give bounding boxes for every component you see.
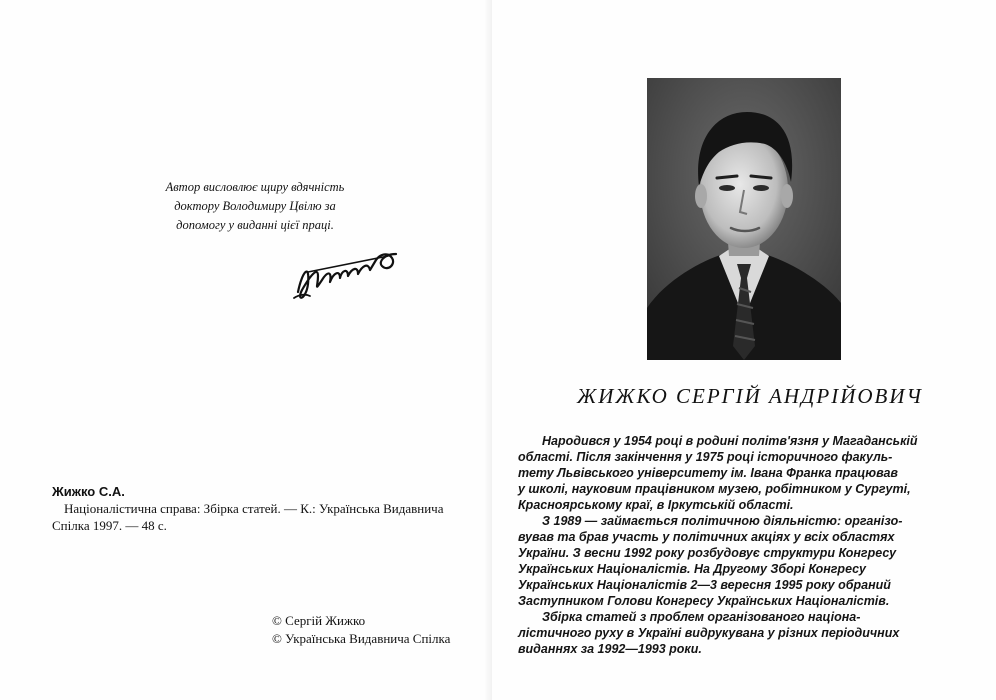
bibliographic-record (52, 483, 452, 534)
acknowledgement-line: Автор висловлює щиру вдячність (165, 180, 345, 194)
biography-line: тету Львівського університету ім. Івана Франка працював (518, 466, 898, 480)
biography-line: виданнях за 1992—1993 роки. (518, 642, 702, 656)
biblio-line: Націоналістична справа: Збірка статей. — К.: Українська Видавнича (64, 501, 444, 516)
biography-text (518, 433, 968, 657)
biography-line: лістичного руху в Україні видрукувана у різних періодичних (518, 626, 900, 640)
biography-paragraph (518, 513, 968, 609)
acknowledgement (120, 178, 390, 235)
copyright-line: © Українська Видавнича Спілка (272, 631, 451, 646)
acknowledgement-line: доктору Володимиру Цвілю за (174, 199, 336, 213)
biography-line: Збірка статей з проблем організованого націона- (542, 610, 861, 624)
biography-line: області. Після закінчення у 1975 році історичного факуль- (518, 450, 893, 464)
biography-line: Красноярському краї, в Іркутській області. (518, 498, 794, 512)
copyright-line: © Сергій Жижко (272, 613, 366, 628)
biography-line: вував та брав участь у політичних акціях у всіх областях (518, 530, 895, 544)
author-name-heading: ЖИЖКО СЕРГІЙ АНДРІЙОВИЧ (577, 384, 923, 408)
biblio-description (52, 500, 452, 534)
biography-line: Українських Націоналістів. На Другому Зборі Конгресу (518, 562, 866, 576)
biography-line: Заступником Голови Конгресу Українських Націоналістів. (518, 594, 890, 608)
biblio-author: Жижко С.А. (52, 484, 125, 499)
biography-line: у школі, науковим працівником музею, робітником у Сургуті, (518, 482, 911, 496)
biography-line: З 1989 — займається політичною діяльністю: організо- (542, 514, 903, 528)
biography-line: Народився у 1954 році в родині політв'язня у Магаданській (542, 434, 918, 448)
biography-paragraph (518, 609, 968, 657)
left-page (0, 0, 492, 700)
biography-paragraph (518, 433, 968, 513)
copyright-notice (272, 612, 450, 648)
biblio-line: Спілка 1997. — 48 с. (52, 518, 167, 533)
biography-line: Українських Націоналістів 2—3 вересня 1995 року обраний (518, 578, 891, 592)
author-portrait-photo (647, 78, 841, 360)
handwritten-signature (288, 232, 418, 312)
biography-line: України. З весни 1992 року розбудовує структури Конгресу (518, 546, 897, 560)
acknowledgement-line: допомогу у виданні цієї праці. (176, 218, 334, 232)
